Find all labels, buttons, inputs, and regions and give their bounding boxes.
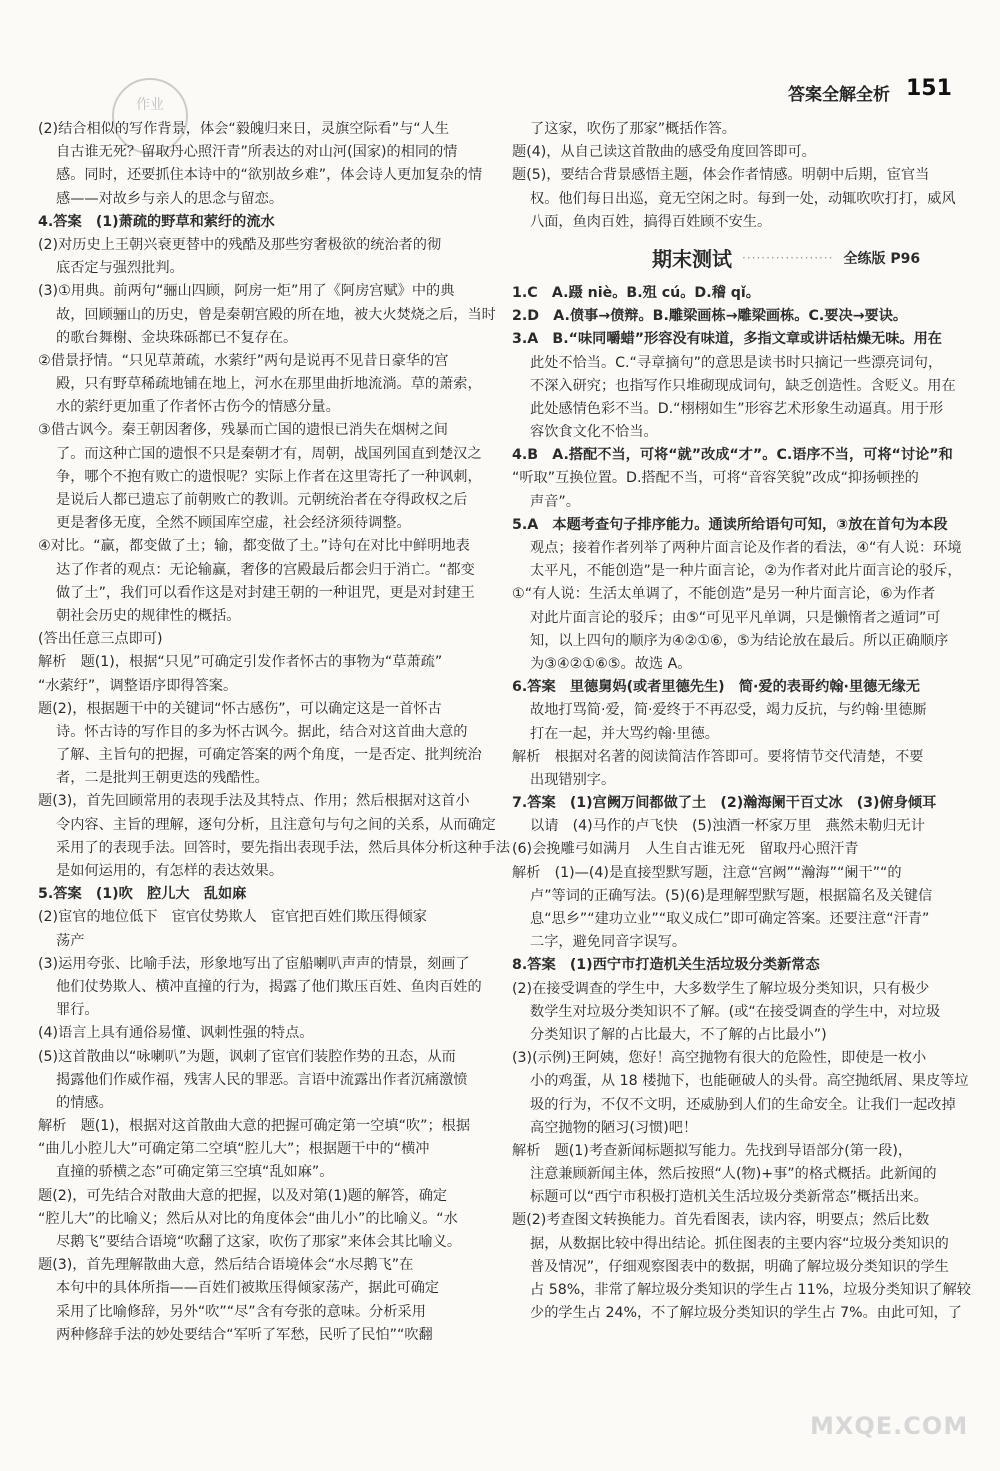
text-line: 题(5)，要结合背景感悟主题，体会作者情感。明朝中后期，宦官当 bbox=[512, 167, 930, 184]
text-line: 采用了比喻修辞，另外“吹”“尽”含有夸张的意味。分析采用 bbox=[56, 1303, 426, 1320]
text-line: 权。他们每日出巡，竟无空闲之时。每到一处，动辄吹吹打打，威风 bbox=[530, 190, 956, 207]
text-line: 解析 题(1)，根据“只见”可确定引发作者怀古的事物为“草萧疏” bbox=[38, 654, 443, 671]
right-top-block bbox=[512, 118, 956, 234]
text-line: 占 58%，非常了解垃圾分类知识的学生占 11%，垃圾分类知识了解较 bbox=[530, 1282, 971, 1298]
text-line: (2)宦官的地位低下 宦官仗势欺人 宦官把百姓们欺压得倾家 bbox=[38, 909, 427, 926]
text-line: 更是奢侈无度，全然不顾国库空虚，社会经济须待调整。 bbox=[56, 515, 411, 532]
text-line: 自古谁无死？留取丹心照汗青”所表达的对山河(国家)的相同的情 bbox=[56, 144, 458, 161]
text-line: 小的鸡蛋，从 18 楼抛下，也能砸破人的头骨。高空抛纸屑、果皮等垃 bbox=[530, 1073, 969, 1090]
text-line: 3.A B.“味同嚼蜡”形容没有味道，多指文章或讲话枯燥无味。用在 bbox=[512, 331, 942, 348]
text-line: 此处感情色彩不当。D.“栩栩如生”形容艺术形象生动逼真。用于形 bbox=[530, 400, 944, 417]
left-column bbox=[38, 118, 511, 1347]
text-line: 高空抛物的陋习(习惯)吧！ bbox=[530, 1119, 698, 1136]
text-line: 声音”。 bbox=[530, 493, 580, 510]
text-line: 知，以上四句的顺序为④②①⑥，⑤为结论放在最后。所以正确顺序 bbox=[530, 632, 949, 649]
text-line: 争，哪个不抱有败亡的遗恨呢？实际上作者在这里寄托了一种讽刺， bbox=[56, 468, 482, 485]
text-line: 题(3)，首先回顾常用的表现手法及其特点、作用；然后根据对这首小 bbox=[38, 793, 470, 810]
text-line: (3)(示例)王阿姨，您好！高空抛物有很大的危险性，即使是一枚小 bbox=[512, 1050, 927, 1067]
text-line: 他们仗势欺人、横冲直撞的行为，揭露了他们欺压百姓、鱼肉百姓的 bbox=[56, 978, 482, 995]
text-line: 据，从数据比较中得出结论。抓住图表的主要内容“垃圾分类知识的 bbox=[530, 1235, 949, 1252]
text-line: “曲儿小腔儿大”可确定第二空填“腔儿大”；根据题干中的“横冲 bbox=[38, 1141, 430, 1158]
text-line: 7.答案 (1)宫阙万间都做了土 (2)瀚海阑干百丈冰 (3)俯身倾耳 bbox=[512, 795, 937, 812]
text-line: 以请 (4)马作的卢飞快 (5)浊酒一杯家万里 燕然未勒归无计 bbox=[530, 818, 925, 835]
page-number: 151 bbox=[906, 76, 952, 101]
text-line: 观点；接着作者列举了两种片面言论及作者的看法，④“有人说：环境 bbox=[530, 540, 962, 556]
text-line: 水的萦纡更加重了作者怀古伤今的情感分量。 bbox=[56, 399, 340, 416]
text-line: 太平凡，不能创造”是一种片面言论，②为作者对此片面言论的驳斥， bbox=[530, 563, 962, 580]
text-line: 分类知识了解的占比最大，不了解的占比最小”) bbox=[530, 1026, 827, 1043]
text-line: 尽鹅飞”要结合语境“吹翻了这家，吹伤了那家”来体会其比喻义。 bbox=[56, 1234, 462, 1250]
text-line: 5.A 本题考查句子排序能力。通读所给语句可知，③放在首句为本段 bbox=[512, 516, 948, 533]
text-line: 2.D A.偾事→偾辩。B.雕梁画栋→雕梁画栋。C.要决→要诀。 bbox=[512, 308, 908, 325]
text-line: 6.答案 里德舅妈(或者里德先生) 简·爱的表哥约翰·里德无缘无 bbox=[512, 679, 920, 696]
header-title: 答案全解全析 bbox=[788, 85, 890, 105]
text-line: 数学生对垃圾分类知识不了解。(或“在接受调查的学生中，对垃圾 bbox=[530, 1003, 941, 1020]
text-line: ③借古讽今。秦王朝因奢侈，残暴而亡国的遗恨已消失在烟树之间 bbox=[38, 422, 448, 439]
text-line: 解析 (1)—(4)是直接型默写题，注意“宫阙”“瀚海”“阑干”“的 bbox=[512, 864, 902, 881]
right-column bbox=[512, 118, 971, 1325]
text-line: 底否定与强烈批判。 bbox=[56, 260, 184, 277]
text-line: 八面，鱼肉百姓，搞得百姓顾不安生。 bbox=[530, 213, 772, 230]
text-line: 是如何运用的，有怎样的表达效果。 bbox=[56, 863, 284, 879]
text-line: 诗。怀古诗的写作目的多为怀古讽今。据此，结合对这首曲大意的 bbox=[56, 723, 468, 740]
text-line: 揭露他们作威作福，残害人民的罪恶。言语中流露出作者沉痛激愤 bbox=[56, 1071, 468, 1088]
text-line: 题(2)考查图文转换能力。首先看图表，读内容，明要点；然后比数 bbox=[512, 1212, 930, 1229]
text-line: (答出任意三点即可) bbox=[38, 631, 163, 648]
text-line: 不深入研究；也指写作只堆砌现成词句，缺乏创造性。含贬义。用在 bbox=[530, 377, 956, 394]
text-line: 此处不恰当。C.“寻章摘句”的意思是读书时只摘记一些漂亮词句， bbox=[530, 354, 943, 371]
text-line: 二字，避免同音字误写。 bbox=[530, 934, 687, 951]
text-line: 圾的行为，不仅不文明，还威胁到人们的生命安全。让我们一起改掉 bbox=[530, 1096, 956, 1113]
text-line: (5)这首散曲以“咏喇叭”为题，讽刺了宦官们装腔作势的丑态，从而 bbox=[38, 1048, 456, 1065]
text-line: 4.答案 (1)萧疏的野草和萦纡的流水 bbox=[38, 213, 275, 230]
text-line: ①“有人说：生活太单调了，不能创造”是另一种片面言论，⑥为作者 bbox=[512, 586, 936, 603]
text-line: 直撞的骄横之态”可确定第三空填“乱如麻”。 bbox=[56, 1164, 334, 1181]
text-line: (4)语言上具有通俗易懂、讽刺性强的特点。 bbox=[38, 1025, 314, 1042]
text-line: 打在一起，并大骂约翰·里德。 bbox=[530, 725, 719, 742]
right-main-block bbox=[512, 282, 971, 1325]
section-dots: ··················· bbox=[742, 250, 834, 265]
text-line: 本句中的具体所指——百姓们被欺压得倾家荡产，据此可确定 bbox=[56, 1280, 440, 1297]
text-line: (3)运用夸张、比喻手法，形象地写出了宦船喇叭声声的情景，刻画了 bbox=[38, 955, 470, 972]
text-line: 注意兼顾新闻主体，然后按照“人(物)+事”的格式概括。此新闻的 bbox=[530, 1166, 937, 1183]
text-line: 的情感。 bbox=[56, 1094, 113, 1111]
text-line: 对此片面言论的驳斥；由⑤“可见平凡单调，只是懒惰者之遁词”可 bbox=[530, 609, 941, 626]
stamp-logo: 作业 bbox=[112, 78, 188, 154]
text-line: (3)①用典。前两句“骊山四顾，阿房一炬”用了《阿房宫赋》中的典 bbox=[38, 283, 455, 300]
text-line: 两种修辞手法的妙处要结合“军听了军愁，民听了民怕”“吹翻 bbox=[56, 1326, 433, 1343]
text-line: 卢”等词的正确写法。(5)(6)是理解型默写题，根据篇名及关键信 bbox=[530, 887, 933, 904]
text-line: 是说后人都已遗忘了前朝败亡的教训。元朝统治者在夺得政权之后 bbox=[56, 492, 468, 508]
text-line: 少的学生占 24%，不了解垃圾分类知识的学生占 7%。由此可知，了 bbox=[530, 1305, 962, 1322]
text-line: 4.B A.搭配不当，可将“就”改成“才”。C.语序不当，可将“讨论”和 bbox=[512, 447, 953, 464]
text-line: “水萦纡”，调整语序即得答案。 bbox=[38, 677, 238, 694]
text-line: 5.答案 (1)吹 腔儿大 乱如麻 bbox=[38, 886, 247, 903]
text-line: 1.C A.蹑 niè。B.殂 cú。D.稽 qǐ。 bbox=[512, 284, 760, 301]
text-line: 故地打骂简·爱，简·爱终于不再忍受，竭力反抗，与约翰·里德厮 bbox=[530, 702, 927, 719]
text-line: 达了作者的观点：无论输赢，奢侈的宫殿最后都会归于消亡。“都变 bbox=[56, 561, 475, 578]
section-title: 期末测试 bbox=[652, 247, 732, 272]
text-line: 题(4)，从自己读这首散曲的感受角度回答即可。 bbox=[512, 144, 816, 161]
text-line: 令内容、主旨的理解，逐句分析，且注意句与句之间的关系，从而确定 bbox=[56, 816, 496, 833]
text-line: 采用了的表现手法。回答时，要先指出表现手法，然后具体分析这种手法 bbox=[56, 839, 511, 856]
text-line: (6)会挽雕弓如满月 人生自古谁无死 留取丹心照汗青 bbox=[512, 841, 859, 858]
text-line: “听取”互换位置。D.搭配不当，可将“音容笑貌”改成“抑扬顿挫的 bbox=[512, 470, 919, 487]
text-line: 的歌台舞榭、金块珠砾都已不复存在。 bbox=[56, 329, 298, 346]
text-line: “腔儿大”的比喻义；然后从对比的角度体会“曲儿小”的比喻义。“水 bbox=[38, 1210, 458, 1227]
text-line: 了这家，吹伤了那家”概括作答。 bbox=[530, 121, 736, 137]
text-line: ④对比。“赢，都变做了土；输，都变做了土。”诗句在对比中鲜明地表 bbox=[38, 538, 470, 555]
text-line: 朝社会历史的规律性的概括。 bbox=[56, 607, 241, 624]
watermark: MXQE.COM bbox=[810, 1412, 969, 1440]
text-line: 罪行。 bbox=[56, 1002, 99, 1019]
text-line: 出现错别字。 bbox=[530, 771, 616, 788]
text-line: 解析 题(1)考查新闻标题拟写能力。先找到导语部分(第一段)， bbox=[512, 1142, 913, 1159]
text-line: 标题可以“西宁市积极打造机关生活垃圾分类新常态”概括出来。 bbox=[530, 1189, 928, 1206]
text-line: 解析 题(1)，根据对这首散曲大意的把握可确定第一空填“吹”；根据 bbox=[38, 1118, 471, 1135]
text-line: 8.答案 (1)西宁市打造机关生活垃圾分类新常态 bbox=[512, 957, 820, 974]
text-line: 殿，只有野草稀疏地铺在地上，河水在那里曲折地流淌。草的萧索， bbox=[56, 376, 482, 393]
text-line: 感——对故乡与亲人的思念与留恋。 bbox=[56, 190, 284, 207]
text-line: (2)在接受调查的学生中，大多数学生了解垃圾分类知识，只有极少 bbox=[512, 980, 930, 997]
text-line: 荡产 bbox=[56, 932, 85, 949]
text-line: 了解、主旨句的把握，可确定答案的两个角度，一是否定、批判统治 bbox=[56, 747, 482, 764]
text-line: 了。而这种亡国的遗恨不只是秦朝才有，周朝，战国列国直到楚汉之 bbox=[56, 445, 482, 462]
text-line: 题(3)，首先理解散曲大意，然后结合语境体会“水尽鹅飞”在 bbox=[38, 1257, 414, 1274]
text-line: (2)对历史上王朝兴衰更替中的残酷及那些穷奢极欲的统治者的彻 bbox=[38, 236, 442, 253]
text-line: 感。同时，还要抓住本诗中的“欲别故乡难”，体会诗人更加复杂的情 bbox=[56, 167, 483, 184]
text-line: 做了土”，我们可以看作这是对封建王朝的一种诅咒，更是对封建王 bbox=[56, 584, 475, 601]
text-line: 解析 根据对名著的阅读简洁作答即可。要将情节交代清楚，不要 bbox=[512, 748, 924, 765]
text-line: 题(2)，根据题干中的关键词“怀古感伤”，可以确定这是一首怀古 bbox=[38, 700, 442, 717]
text-line: (2)结合相似的写作背景，体会“毅魄归来日，灵旗空际看”与“人生 bbox=[38, 121, 450, 137]
text-line: 普及情况”，仔细观察图表中的数据，明确了解垃圾分类知识的学生 bbox=[530, 1258, 949, 1275]
text-line: 为③④②①⑥⑤。故选 A。 bbox=[530, 655, 692, 672]
section-ref: 全练版 P96 bbox=[843, 250, 921, 267]
section-header bbox=[512, 234, 950, 282]
text-line: ②借景抒情。“只见草萧疏，水萦纡”两句是说再不见昔日豪华的宫 bbox=[38, 352, 449, 369]
text-line: 故，回顾骊山的历史，曾是秦朝宫殿的所在地，被大火焚烧之后，当时 bbox=[56, 306, 496, 323]
text-line: 容饮食文化不恰当。 bbox=[530, 424, 658, 441]
text-line: 息“思乡”“建功立业”“取义成仁”即可确定答案。还要注意“汗青” bbox=[530, 911, 930, 927]
text-line: 题(2)，可先结合对散曲大意的把握，以及对第(1)题的解答，确定 bbox=[38, 1187, 448, 1204]
text-line: 者，二是批判王朝更迭的残酷性。 bbox=[56, 770, 269, 787]
